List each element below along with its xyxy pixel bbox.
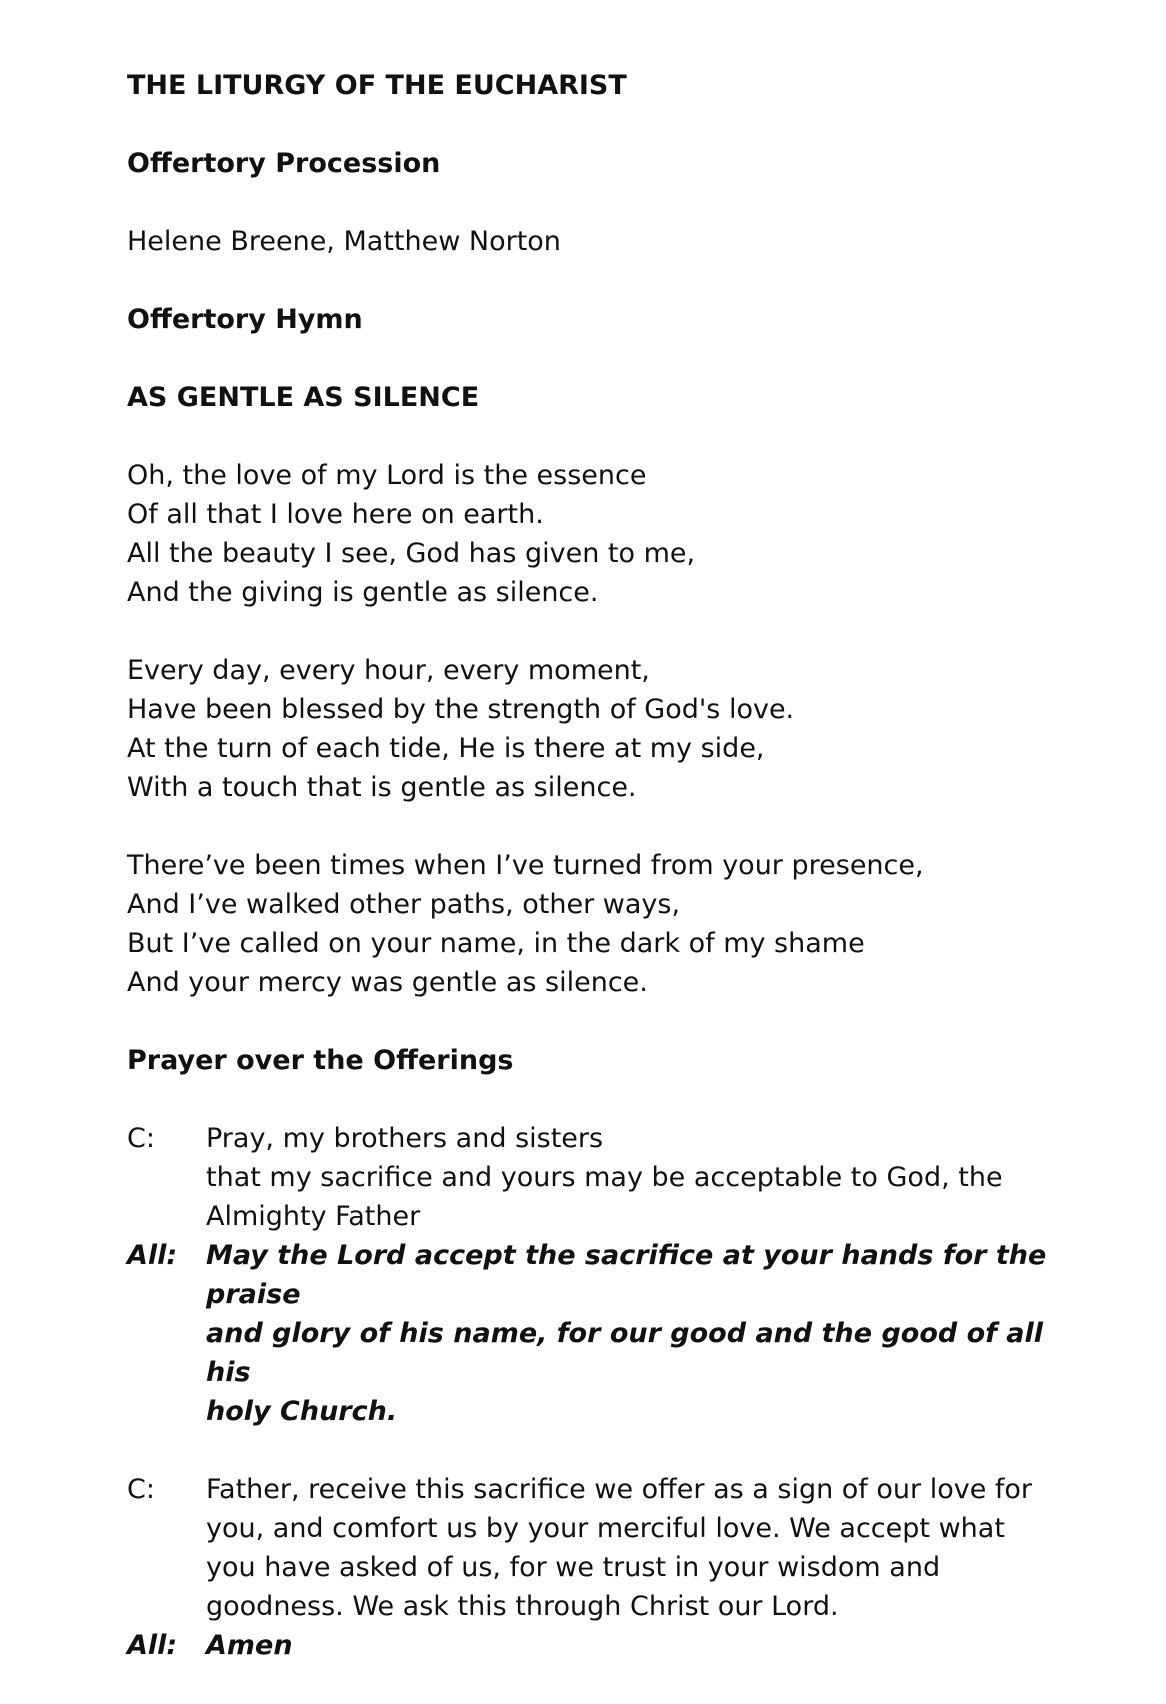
page-title: THE LITURGY OF THE EUCHARIST bbox=[127, 70, 627, 101]
prayer-over-offerings-heading: Prayer over the Offerings bbox=[127, 1045, 514, 1076]
hymn-line: And the giving is gentle as silence. bbox=[127, 577, 599, 608]
hymn-line: Of all that I love here on earth. bbox=[127, 499, 544, 530]
celebrant-exchange bbox=[127, 1119, 1067, 1236]
hymn-line: There’ve been times when I’ve turned from your presence, bbox=[127, 850, 924, 881]
celebrant-line: you have asked of us, for we trust in your wisdom and bbox=[206, 1552, 941, 1583]
celebrant-label: C: bbox=[127, 1123, 155, 1154]
hymn-line: But I’ve called on your name, in the dark of my shame bbox=[127, 928, 865, 959]
hymn-stanza-3 bbox=[127, 846, 1067, 1002]
offertory-hymn-heading: Offertory Hymn bbox=[127, 304, 363, 335]
hymn-stanza-2 bbox=[127, 651, 1067, 807]
celebrant-exchange bbox=[127, 1470, 1067, 1626]
all-line: holy Church. bbox=[206, 1396, 398, 1427]
prayer-dialogue-1 bbox=[127, 1119, 1067, 1431]
all-label: All: bbox=[127, 1630, 178, 1661]
celebrant-text bbox=[206, 1119, 1067, 1236]
hymn-line: With a touch that is gentle as silence. bbox=[127, 772, 637, 803]
celebrant-label: C: bbox=[127, 1474, 155, 1505]
all-response bbox=[127, 1236, 1067, 1431]
hymn-line: Oh, the love of my Lord is the essence bbox=[127, 460, 647, 491]
celebrant-line: goodness. We ask this through Christ our Lord. bbox=[206, 1591, 839, 1622]
celebrant-line: you, and comfort us by your merciful love. We accept what bbox=[206, 1513, 1005, 1544]
hymn-stanza-1 bbox=[127, 456, 1067, 612]
all-response bbox=[127, 1626, 1067, 1665]
all-text bbox=[206, 1626, 1067, 1665]
celebrant-line: that my sacrifice and yours may be acceptable to God, the bbox=[206, 1162, 1003, 1193]
hymn-line: Every day, every hour, every moment, bbox=[127, 655, 650, 686]
celebrant-text bbox=[206, 1470, 1067, 1626]
hymn-line: And I’ve walked other paths, other ways, bbox=[127, 889, 681, 920]
all-text bbox=[206, 1236, 1067, 1431]
celebrant-line: Almighty Father bbox=[206, 1201, 421, 1232]
all-label: All: bbox=[127, 1240, 178, 1271]
document-page bbox=[127, 66, 1067, 1704]
all-line: May the Lord accept the sacrifice at your hands for the praise bbox=[206, 1240, 1047, 1310]
all-line: and glory of his name, for our good and the good of all his bbox=[206, 1318, 1044, 1388]
all-line: Amen bbox=[206, 1630, 293, 1661]
offertory-procession-names: Helene Breene, Matthew Norton bbox=[127, 226, 561, 257]
hymn-line: At the turn of each tide, He is there at my side, bbox=[127, 733, 765, 764]
hymn-line: All the beauty I see, God has given to me, bbox=[127, 538, 696, 569]
offertory-procession-heading: Offertory Procession bbox=[127, 148, 441, 179]
hymn-title: AS GENTLE AS SILENCE bbox=[127, 382, 480, 413]
celebrant-line: Pray, my brothers and sisters bbox=[206, 1123, 604, 1154]
prayer-dialogue-2 bbox=[127, 1470, 1067, 1665]
celebrant-line: Father, receive this sacrifice we offer as a sign of our love for bbox=[206, 1474, 1033, 1505]
hymn-line: And your mercy was gentle as silence. bbox=[127, 967, 648, 998]
hymn-line: Have been blessed by the strength of God's love. bbox=[127, 694, 795, 725]
